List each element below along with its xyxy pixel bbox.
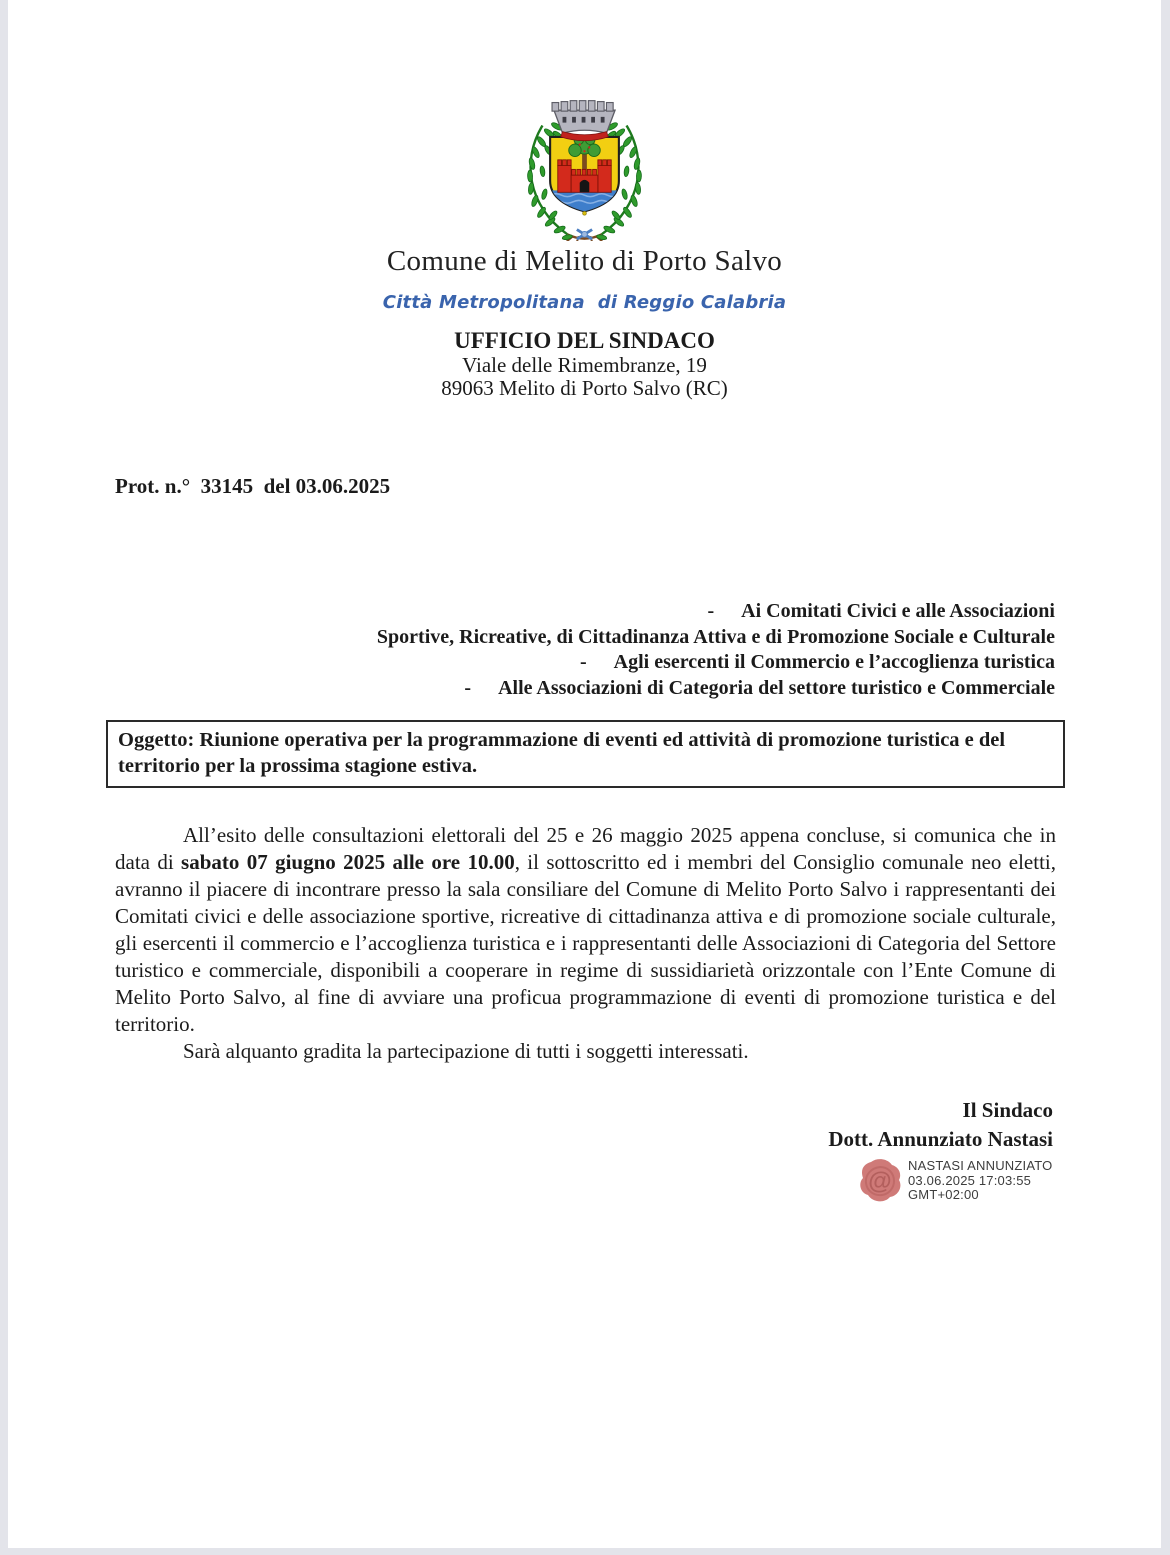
closing-paragraph: Sarà alquanto gradita la partecipazione di tutti i soggetti interessati. xyxy=(183,1039,749,1063)
stamp-timezone: GMT+02:00 xyxy=(908,1187,979,1202)
stamp-signer: NASTASI ANNUNZIATO xyxy=(908,1158,1053,1173)
recipient-line xyxy=(377,676,1055,702)
subject-box: Oggetto: Riunione operativa per la programmazione di eventi ed attività di promozione turistica e del territorio per la prossima stagione estiva. xyxy=(106,720,1065,788)
recipients-block xyxy=(377,599,1055,701)
body-paragraph xyxy=(115,822,1056,1038)
stamp-datetime: 03.06.2025 17:03:55 xyxy=(908,1172,1032,1188)
meeting-date-bold: sabato 07 giugno 2025 alle ore 10.00 xyxy=(181,850,515,874)
signature-role: Il Sindaco xyxy=(962,1098,1053,1122)
recipient-text: Alle Associazioni di Categoria del settore turistico e Commerciale xyxy=(498,676,1055,699)
list-dash: - xyxy=(579,651,587,673)
document-page xyxy=(8,0,1161,1548)
office-address-line2: 89063 Melito di Porto Salvo (RC) xyxy=(441,376,728,400)
office-name: UFFICIO DEL SINDACO xyxy=(454,328,715,353)
list-dash: - xyxy=(707,600,715,622)
coat-of-arms-graphic xyxy=(508,93,661,241)
signature-seal-icon xyxy=(855,1156,905,1206)
recipient-line xyxy=(377,625,1055,651)
signature-name: Dott. Annunziato Nastasi xyxy=(828,1127,1053,1151)
metropolitan-city-line: Città Metropolitana di Reggio Calabria xyxy=(382,292,787,313)
svg-text:@: @ xyxy=(868,1168,892,1195)
recipient-text: Agli esercenti il Commercio e l’accoglienza turistica xyxy=(613,651,1055,673)
body-text-pre: All’esito delle consultazioni elettorali del 25 e 26 maggio 2025 appena concluse, si comunica che in data di xyxy=(115,823,1056,874)
municipality-name: Comune di Melito di Porto Salvo xyxy=(386,245,783,277)
digital-signature-stamp xyxy=(855,1156,1052,1206)
recipient-text: Ai Comitati Civici e alle Associazioni xyxy=(741,600,1055,622)
stamp-text xyxy=(908,1156,1052,1203)
list-dash: - xyxy=(464,676,472,699)
letter-body xyxy=(115,822,1056,1065)
recipient-text: Sportive, Ricreative, di Cittadinanza Attiva e di Promozione Sociale e Culturale xyxy=(376,625,1055,648)
body-text-post: , il sottoscritto ed i membri del Consiglio comunale neo eletti, avranno il piacere di incontrare presso la sala consiliare del Comune di Melito Porto Salvo i rappresentanti dei Comitati civici e delle associazione sportive, ricreative di cittadinanza attiva e di promozione sociale culturale, gli esercenti il commercio e l’accoglienza turistica e i rappresentanti delle Associazioni di Categoria del Settore turistico e commerciale, disponibili a cooperare in regime di sussidiarietà orizzontale con l’Ente Comune di Melito Porto Salvo, al fine di avviare una proficua programmazione di eventi di promozione turistica e del territorio. xyxy=(115,850,1056,1036)
protocol-line: Prot. n.° 33145 del 03.06.2025 xyxy=(115,474,391,498)
municipal-coat-of-arms xyxy=(8,93,1161,241)
recipient-line xyxy=(377,599,1055,625)
office-address-line1: Viale delle Rimembranze, 19 xyxy=(462,353,707,377)
signature-block xyxy=(828,1096,1053,1154)
recipient-line xyxy=(377,650,1055,676)
